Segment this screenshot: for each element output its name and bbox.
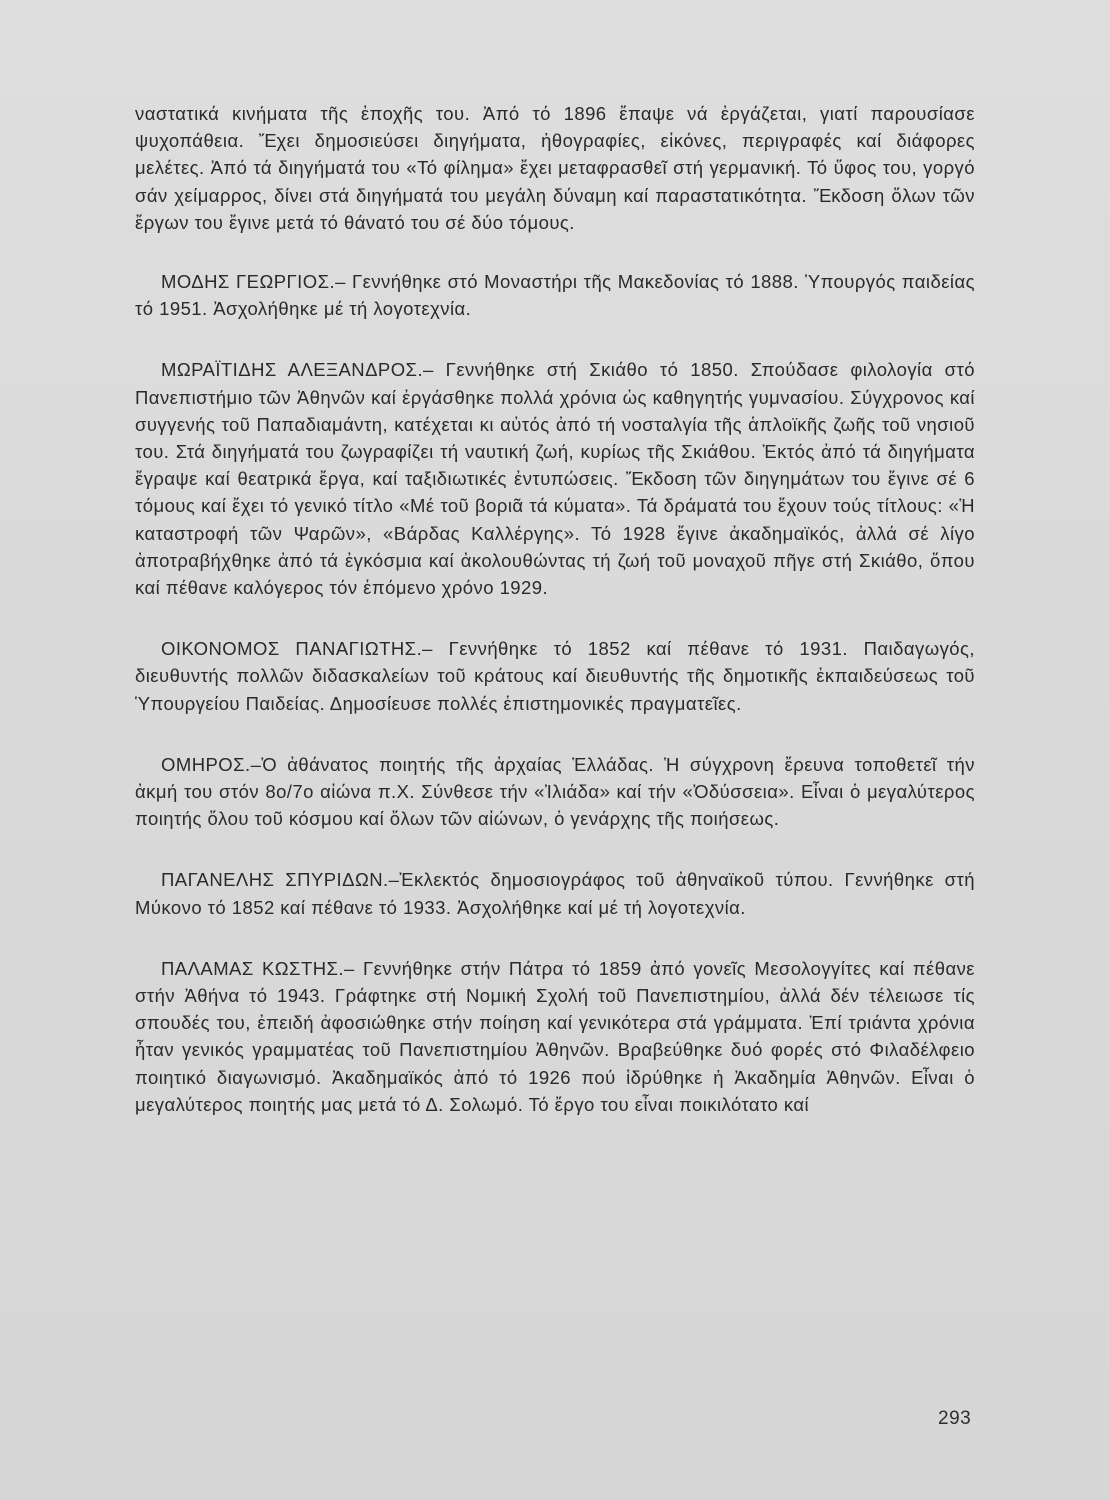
entry-text: ΟΜΗΡΟΣ.–Ὁ ἀθάνατος ποιητής τῆς ἀρχαίας Ἑλλάδας. Ἡ σύγχρονη ἔρευνα τοποθετεῖ τήν ἀκμή του στόν 8ο/7ο αἰώνα π.Χ. Σύνθεσε τήν «Ἰλιάδα» καί τήν «Ὀδύσσεια». Εἶναι ὁ μεγαλύτερος ποιητής ὅλου τοῦ κόσμου καί ὅλων τῶν αἰώνων, ὁ γενάρχης τῆς ποιήσεως. <box>135 753 975 830</box>
entry-palamas-kostis <box>135 955 975 1118</box>
page-number: 293 <box>938 1408 972 1429</box>
entry-text: ΜΟΔΗΣ ΓΕΩΡΓΙΟΣ.– Γεννήθηκε στό Μοναστήρι τῆς Μακεδονίας τό 1888. Ὑπουργός παιδείας τό 1951. Ἀσχολήθηκε μέ τή λογοτεχνία. <box>135 271 975 320</box>
entry-modis-georgios <box>135 268 975 322</box>
entry-text: ΜΩΡΑΪΤΙΔΗΣ ΑΛΕΞΑΝΔΡΟΣ.– Γεννήθηκε στή Σκιάθο τό 1850. Σπούδασε φιλολογία στό Πανεπιστήμιο τῶν Ἀθηνῶν καί ἐργάσθηκε πολλά χρόνια ὡς καθηγητής γυμνασίου. Σύγχρονος καί συγγενής τοῦ Παπαδιαμάντη, κατέχεται κι αὐτός ἀπό τή νοσταλγία τῆς ἁπλοϊκῆς ζωῆς τοῦ νησιοῦ του. Στά διηγήματά του ζωγραφίζει τή ναυτική ζωή, κυρίως τῆς Σκιάθου. Ἐκτός ἀπό τά διηγήματα ἔγραψε καί θεατρικά ἔργα, καί ταξιδιωτικές ἐντυπώσεις. Ἔκδοση τῶν διηγημάτων του ἔγινε σέ 6 τόμους καί ἔχει τό γενικό τίτλο «Μέ τοῦ βοριᾶ τά κύματα». Τά δράματά του ἔχουν τούς τίτλους: «Ἡ καταστροφή τῶν Ψαρῶν», «Βάρδας Καλλέργης». Τό 1928 ἔγινε ἀκαδημαϊκός, ἀλλά σέ λίγο ἀποτραβήχθηκε ἀπό τά ἐγκόσμια καί ἀκολουθώντας τή ζωή τοῦ μοναχοῦ πῆγε στή Σκιάθο, ὅπου καί πέθανε καλόγερος τόν ἑπόμενο χρόνο 1929. <box>135 359 975 599</box>
entry-oikonomos-panagiotis <box>135 635 975 717</box>
entry-text: ναστατικά κινήματα τῆς ἐποχῆς του. Ἀπό τό 1896 ἔπαψε νά ἐργάζεται, γιατί παρουσίασε ψυχοπάθεια. Ἔχει δημοσιεύσει διηγήματα, ἠθογραφίες, εἰκόνες, περιγραφές καί διάφορες μελέτες. Ἀπό τά διηγήματά του «Τό φίλημα» ἔχει μεταφρασθεῖ στή γερμανική. Τό ὕφος του, γοργό σάν χείμαρρος, δίνει στά διηγήματά του μεγάλη δύναμη καί παραστατικότητα. Ἔκδοση ὅλων τῶν ἔργων του ἔγινε μετά τό θάνατό του σέ δύο τόμους. <box>135 103 975 233</box>
entry-text: ΠΑΛΑΜΑΣ ΚΩΣΤΗΣ.– Γεννήθηκε στήν Πάτρα τό 1859 ἀπό γονεῖς Μεσολογγίτες καί πέθανε στήν Ἀθήνα τό 1943. Γράφτηκε στή Νομική Σχολή τοῦ Πανεπιστημίου, ἀλλά δέν τέλειωσε τίς σπουδές του, ἐπειδή ἀφοσιώθηκε στήν ποίηση καί γενικότερα στά γράμματα. Ἐπί τριάντα χρόνια ἦταν γενικός γραμματέας τοῦ Πανεπιστημίου Ἀθηνῶν. Βραβεύθηκε δυό φορές στό Φιλαδέλφειο ποιητικό διαγωνισμό. Ἀκαδημαϊκός ἀπό τό 1926 πού ἱδρύθηκε ἡ Ἀκαδημία Ἀθηνῶν. Εἶναι ὁ μεγαλύτερος ποιητής μας μετά τό Δ. Σολωμό. Τό ἔργο του εἶναι ποικιλότατο καί <box>135 957 975 1115</box>
text-column <box>135 100 975 1152</box>
entry-continuation <box>135 100 975 236</box>
entry-paganelis-spyridon <box>135 866 975 920</box>
entry-moraitidis-alexandros <box>135 356 975 601</box>
entry-omiros <box>135 751 975 833</box>
entry-text: ΠΑΓΑΝΕΛΗΣ ΣΠΥΡΙΔΩΝ.–Ἐκλεκτός δημοσιογράφος τοῦ ἀθηναϊκοῦ τύπου. Γεννήθηκε στή Μύκονο τό 1852 καί πέθανε τό 1933. Ἀσχολήθηκε καί μέ τή λογοτεχνία. <box>135 869 975 918</box>
entry-text: ΟΙΚΟΝΟΜΟΣ ΠΑΝΑΓΙΩΤΗΣ.– Γεννήθηκε τό 1852 καί πέθανε τό 1931. Παιδαγωγός, διευθυντής πολλῶν διδασκαλείων τοῦ κράτους καί διευθυντής τῆς δημοτικῆς ἐκπαιδεύσεως τοῦ Ὑπουργείου Παιδείας. Δημοσίευσε πολλές ἐπιστημονικές πραγματεῖες. <box>135 638 975 714</box>
